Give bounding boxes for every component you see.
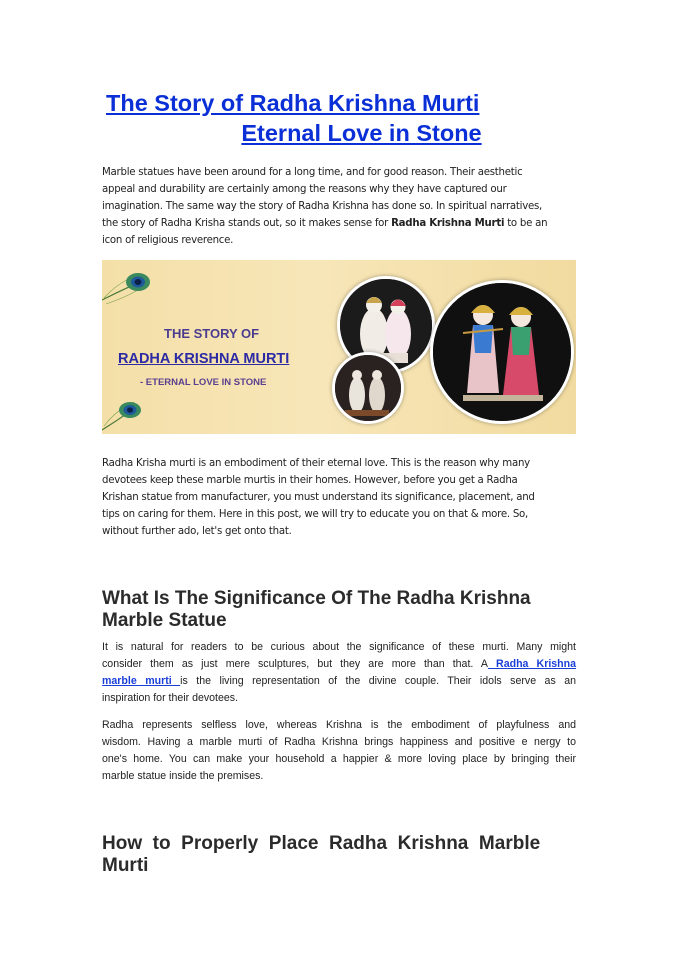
heading-line: Marble Statue [102, 610, 227, 631]
intro-line: Marble statues have been around for a long time, and for good reason. Their aesthetic [102, 167, 523, 178]
section-heading-placement [102, 833, 578, 877]
title-line-2: Eternal Love in Stone [241, 120, 482, 146]
body-line: wisdom. Having a marble murti of Radha Krishna brings happiness and positive e nergy to [102, 736, 576, 748]
intro-text: the story of Radha Krisha stands out, so it makes sense for [102, 218, 392, 229]
banner-main-text: RADHA KRISHNA MURTI [118, 351, 290, 367]
intro-line: icon of religious reverence. [102, 235, 234, 246]
body-line: It is natural for readers to be curious about the significance of these murti. Many might [102, 641, 576, 653]
body-line: marble statue inside the premises. [102, 770, 264, 782]
peacock-feather-icon [102, 380, 162, 434]
significance-paragraph-1 [102, 639, 576, 707]
intro-paragraph [102, 164, 576, 249]
heading-line: How to Properly Place Radha Krishna Marble [102, 833, 541, 854]
krishna-statue-image [332, 352, 404, 424]
intro-bold-keyword: Radha Krishna Murti [391, 218, 505, 229]
title-line-1: The Story of Radha Krishna Murti [106, 90, 480, 116]
intro-text: to be an [504, 218, 548, 229]
page-title [102, 88, 577, 148]
hero-banner-image [102, 260, 576, 434]
heading-line: What Is The Significance Of The Radha Krishna [102, 588, 531, 609]
body-paragraph [102, 455, 576, 540]
section-heading-significance [102, 588, 578, 632]
radha-krishna-marble-murti-link[interactable]: Radha Krishna [487, 658, 576, 670]
body-line [102, 656, 576, 673]
body-line [102, 673, 576, 690]
body-line: Radha Krisha murti is an embodiment of their eternal love. This is the reason why many [102, 458, 530, 469]
banner-kicker-text: THE STORY OF [164, 326, 260, 341]
body-line: Radha represents selfless love, whereas Krishna is the embodiment of playfulness and [102, 719, 576, 731]
intro-line [102, 215, 576, 232]
significance-paragraph-2 [102, 717, 576, 785]
body-line: tips on caring for them. Here in this post, we will try to educate you on that & more. So, [102, 509, 529, 520]
radha-krishna-marble-murti-link[interactable]: marble murti [102, 675, 181, 687]
body-text: consider them as just mere sculptures, but they are more than that. A [102, 658, 488, 670]
body-line: without further ado, let's get onto that. [102, 526, 292, 537]
body-line: devotees keep these marble murtis in their homes. However, before you get a Radha [102, 475, 518, 486]
intro-line: imagination. The same way the story of Radha Krishna has done so. In spiritual narratives, [102, 201, 543, 212]
banner-subtitle-text: - ETERNAL LOVE IN STONE [140, 377, 267, 388]
intro-line: appeal and durability are certainly among the reasons why they have captured our [102, 184, 507, 195]
peacock-feather-icon [102, 260, 162, 320]
body-text: is the living representation of the divine couple. Their idols serve as an [180, 675, 576, 687]
body-line: one's home. You can make your household a happier & more loving place by bringing their [102, 753, 576, 765]
radha-krishna-pair-image [430, 280, 574, 424]
body-line: Krishan statue from manufacturer, you must understand its significance, placement, and [102, 492, 535, 503]
body-line: inspiration for their devotees. [102, 692, 239, 704]
heading-line: Murti [102, 855, 149, 876]
